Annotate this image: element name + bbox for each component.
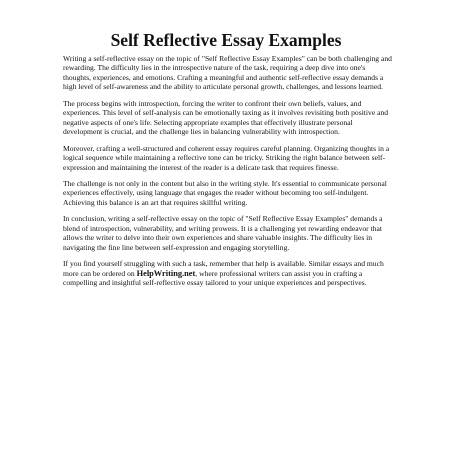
paragraph-4: The challenge is not only in the content but also in the writing style. It's essential to communicate personal experiences effectively, using language that engages the reader without becoming too self-indulgent. Achieving this balance is an art that requires skillful writing. bbox=[63, 178, 387, 207]
document-title: Self Reflective Essay Examples bbox=[110, 30, 342, 50]
document-body bbox=[63, 54, 393, 295]
paragraph-6 bbox=[63, 259, 393, 287]
paragraph-6-tail: , where professional writers can assist you in crafting a compelling and insightful self-reflective essay tailored to your unique experiences and perspectives. bbox=[63, 268, 367, 288]
paragraph-1: Writing a self-reflective essay on the topic of "Self Reflective Essay Examples" can be both challenging and rewarding. The difficulty lies in the introspective nature of the task, requiring a deep dive into one's thoughts, experiences, and emotions. Crafting a meaningful and authentic self-reflective essay demands a high level of self-awareness and the ability to articulate personal growth, challenges, and lessons learned. bbox=[63, 54, 392, 92]
paragraph-3: Moreover, crafting a well-structured and coherent essay requires careful planning. Organizing thoughts in a logical sequence while maintaining a reflective tone can be tricky. Striking the right balance between self-expression and maintaining the interest of the reader is a delicate task that requires finesse. bbox=[63, 143, 390, 172]
paragraph-2: The process begins with introspection, forcing the writer to confront their own beliefs, values, and experiences. This level of self-analysis can be emotionally taxing as it involves revisiting both positive and negative aspects of one's life. Selecting appropriate examples that effectively illustrate personal development is crucial, and the challenge lies in balancing vulnerability with introspection. bbox=[63, 98, 389, 137]
paragraph-6-lead: If you find yourself struggling with such a task, remember that help is available. Similar essays and much more can be ordered on bbox=[63, 259, 384, 278]
paragraph-5: In conclusion, writing a self-reflective essay on the topic of "Self Reflective Essay Examples" demands a blend of introspection, vulnerability, and writing prowess. It is a challenging yet rewarding endeavor that allows the writer to delve into their own experiences and share valuable insights. The difficulty lies in navigating the fine line between self-expression and engaging storytelling. bbox=[63, 214, 383, 252]
helpwriting-link[interactable]: HelpWriting.net bbox=[136, 268, 196, 278]
